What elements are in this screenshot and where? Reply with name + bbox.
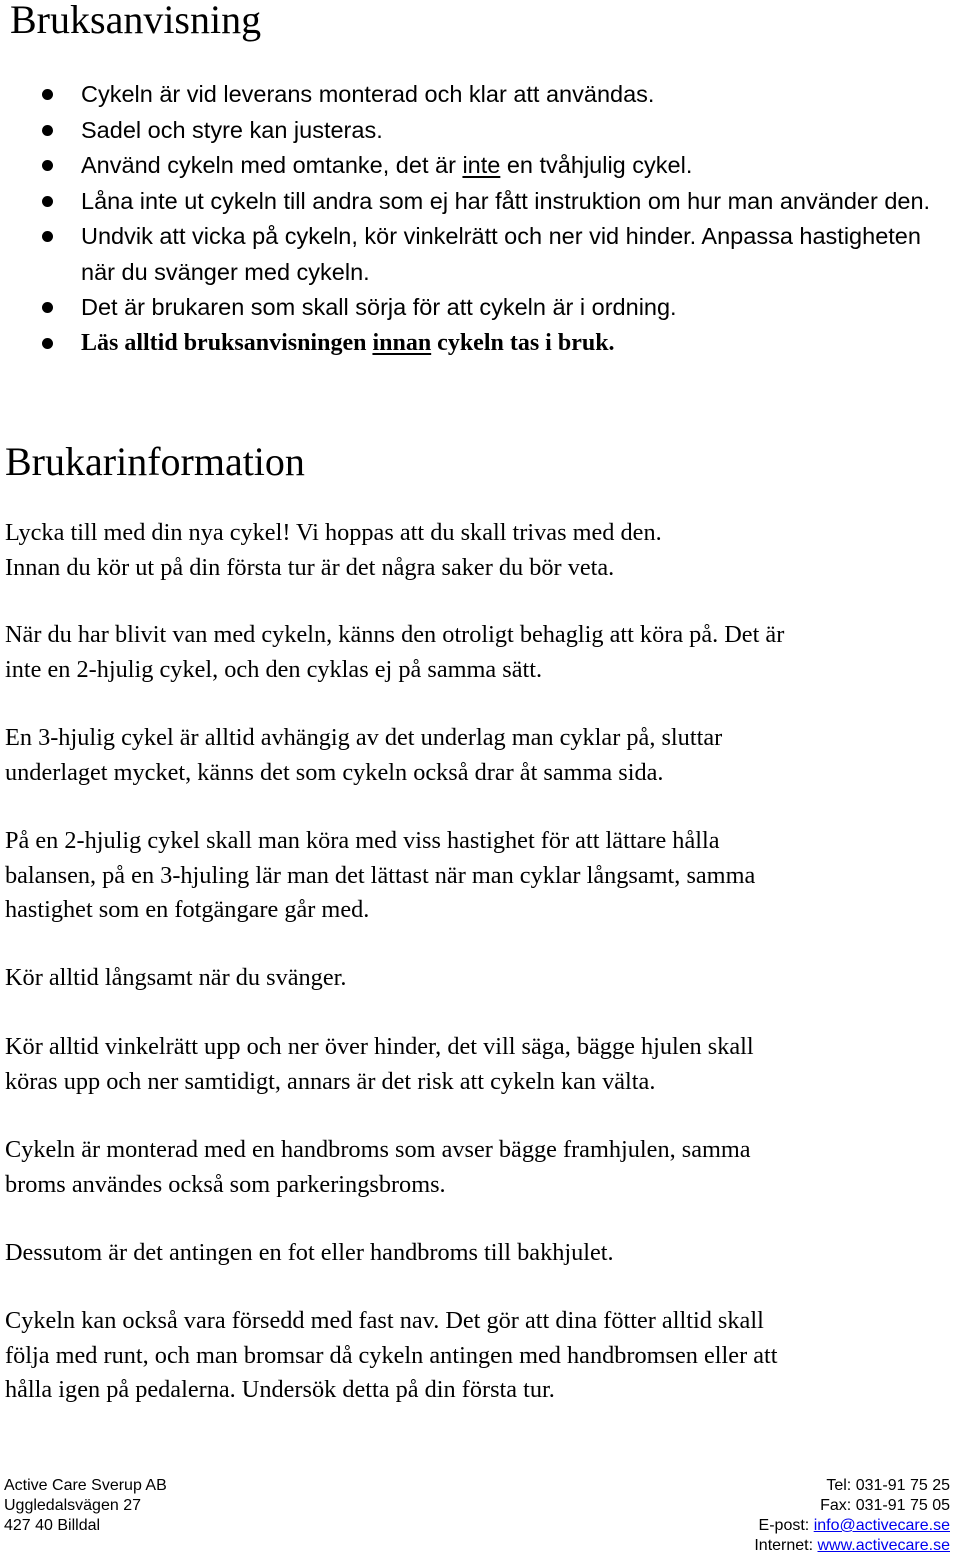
list-item: Sadel och styre kan justeras.: [0, 113, 950, 149]
list-item: Låna inte ut cykeln till andra som ej har fått instruktion om hur man använder den.: [0, 184, 950, 220]
footer-address: [4, 1476, 167, 1536]
footer: [4, 1476, 950, 1556]
bullet-icon: [42, 231, 53, 242]
paragraph: Kör alltid långsamt när du svänger.: [5, 964, 347, 991]
bullet-icon: [42, 338, 53, 349]
street-address: Uggledalsvägen 27: [4, 1497, 141, 1514]
list-item: Använd cykeln med omtanke, det är inte en tvåhjulig cykel.: [0, 148, 950, 184]
telephone: Tel: 031-91 75 25: [826, 1477, 950, 1494]
bullet-icon: [42, 89, 53, 100]
page-title: Bruksanvisning: [10, 0, 262, 42]
bullet-icon: [42, 302, 53, 313]
list-item: Cykeln är vid leverans monterad och klar att användas.: [0, 77, 950, 113]
paragraph: En 3-hjulig cykel är alltid avhängig av det underlag man cyklar på, sluttar underlaget mycket, känns det som cykeln också drar åt samma sida.: [5, 724, 723, 786]
bullet-icon: [42, 196, 53, 207]
paragraph: Cykeln är monterad med en handbroms som avser bägge framhjulen, samma broms användes också som parkeringsbroms.: [5, 1136, 751, 1198]
company-name: Active Care Sverup AB: [4, 1477, 167, 1494]
paragraph: Lycka till med din nya cykel! Vi hoppas att du skall trivas med den. Innan du kör ut på din första tur är det några saker du bör veta.: [5, 519, 662, 581]
list-item: Undvik att vicka på cykeln, kör vinkelrätt och ner vid hinder. Anpassa hastigheten när du svänger med cykeln.: [0, 219, 950, 290]
paragraph: När du har blivit van med cykeln, känns den otroligt behaglig att köra på. Det är inte en 2-hjulig cykel, och den cyklas ej på samma sätt.: [5, 621, 785, 683]
list-item-bold: Läs alltid bruksanvisningen innan cykeln tas i bruk.: [0, 326, 950, 362]
paragraph: Kör alltid vinkelrätt upp och ner över hinder, det vill säga, bägge hjulen skall köras upp och ner samtidigt, annars är det risk att cykeln kan välta.: [5, 1033, 754, 1095]
email-link[interactable]: info@activecare.se: [813, 1517, 950, 1534]
website-line: Internet: www.activecare.se: [754, 1537, 950, 1554]
emphasis-inte: inte: [462, 152, 501, 178]
bullet-icon: [42, 125, 53, 136]
emphasis-innan: innan: [372, 329, 432, 356]
paragraph: Cykeln kan också vara försedd med fast nav. Det gör att dina fötter alltid skall följa med runt, och man bromsar då cykeln antingen med handbromsen eller att hålla igen på pedalerna. Undersök detta på din första tur.: [5, 1307, 778, 1403]
footer-contact: [754, 1476, 950, 1556]
section-title: Brukarinformation: [5, 439, 305, 484]
postal-city: 427 40 Billdal: [4, 1517, 101, 1534]
paragraph: På en 2-hjulig cykel skall man köra med viss hastighet för att lättare hålla balansen, på en 3-hjuling lär man det lättast när man cyklar långsamt, samma hastighet som en fotgängare går med.: [5, 827, 756, 923]
website-link[interactable]: www.activecare.se: [817, 1537, 950, 1554]
instruction-list: [0, 77, 950, 361]
paragraph: Dessutom är det antingen en fot eller handbroms till bakhjulet.: [5, 1239, 614, 1266]
email-line: E-post: info@activecare.se: [758, 1517, 950, 1534]
fax: Fax: 031-91 75 05: [820, 1497, 950, 1514]
list-item: Det är brukaren som skall sörja för att cykeln är i ordning.: [0, 290, 950, 326]
bullet-icon: [42, 160, 53, 171]
